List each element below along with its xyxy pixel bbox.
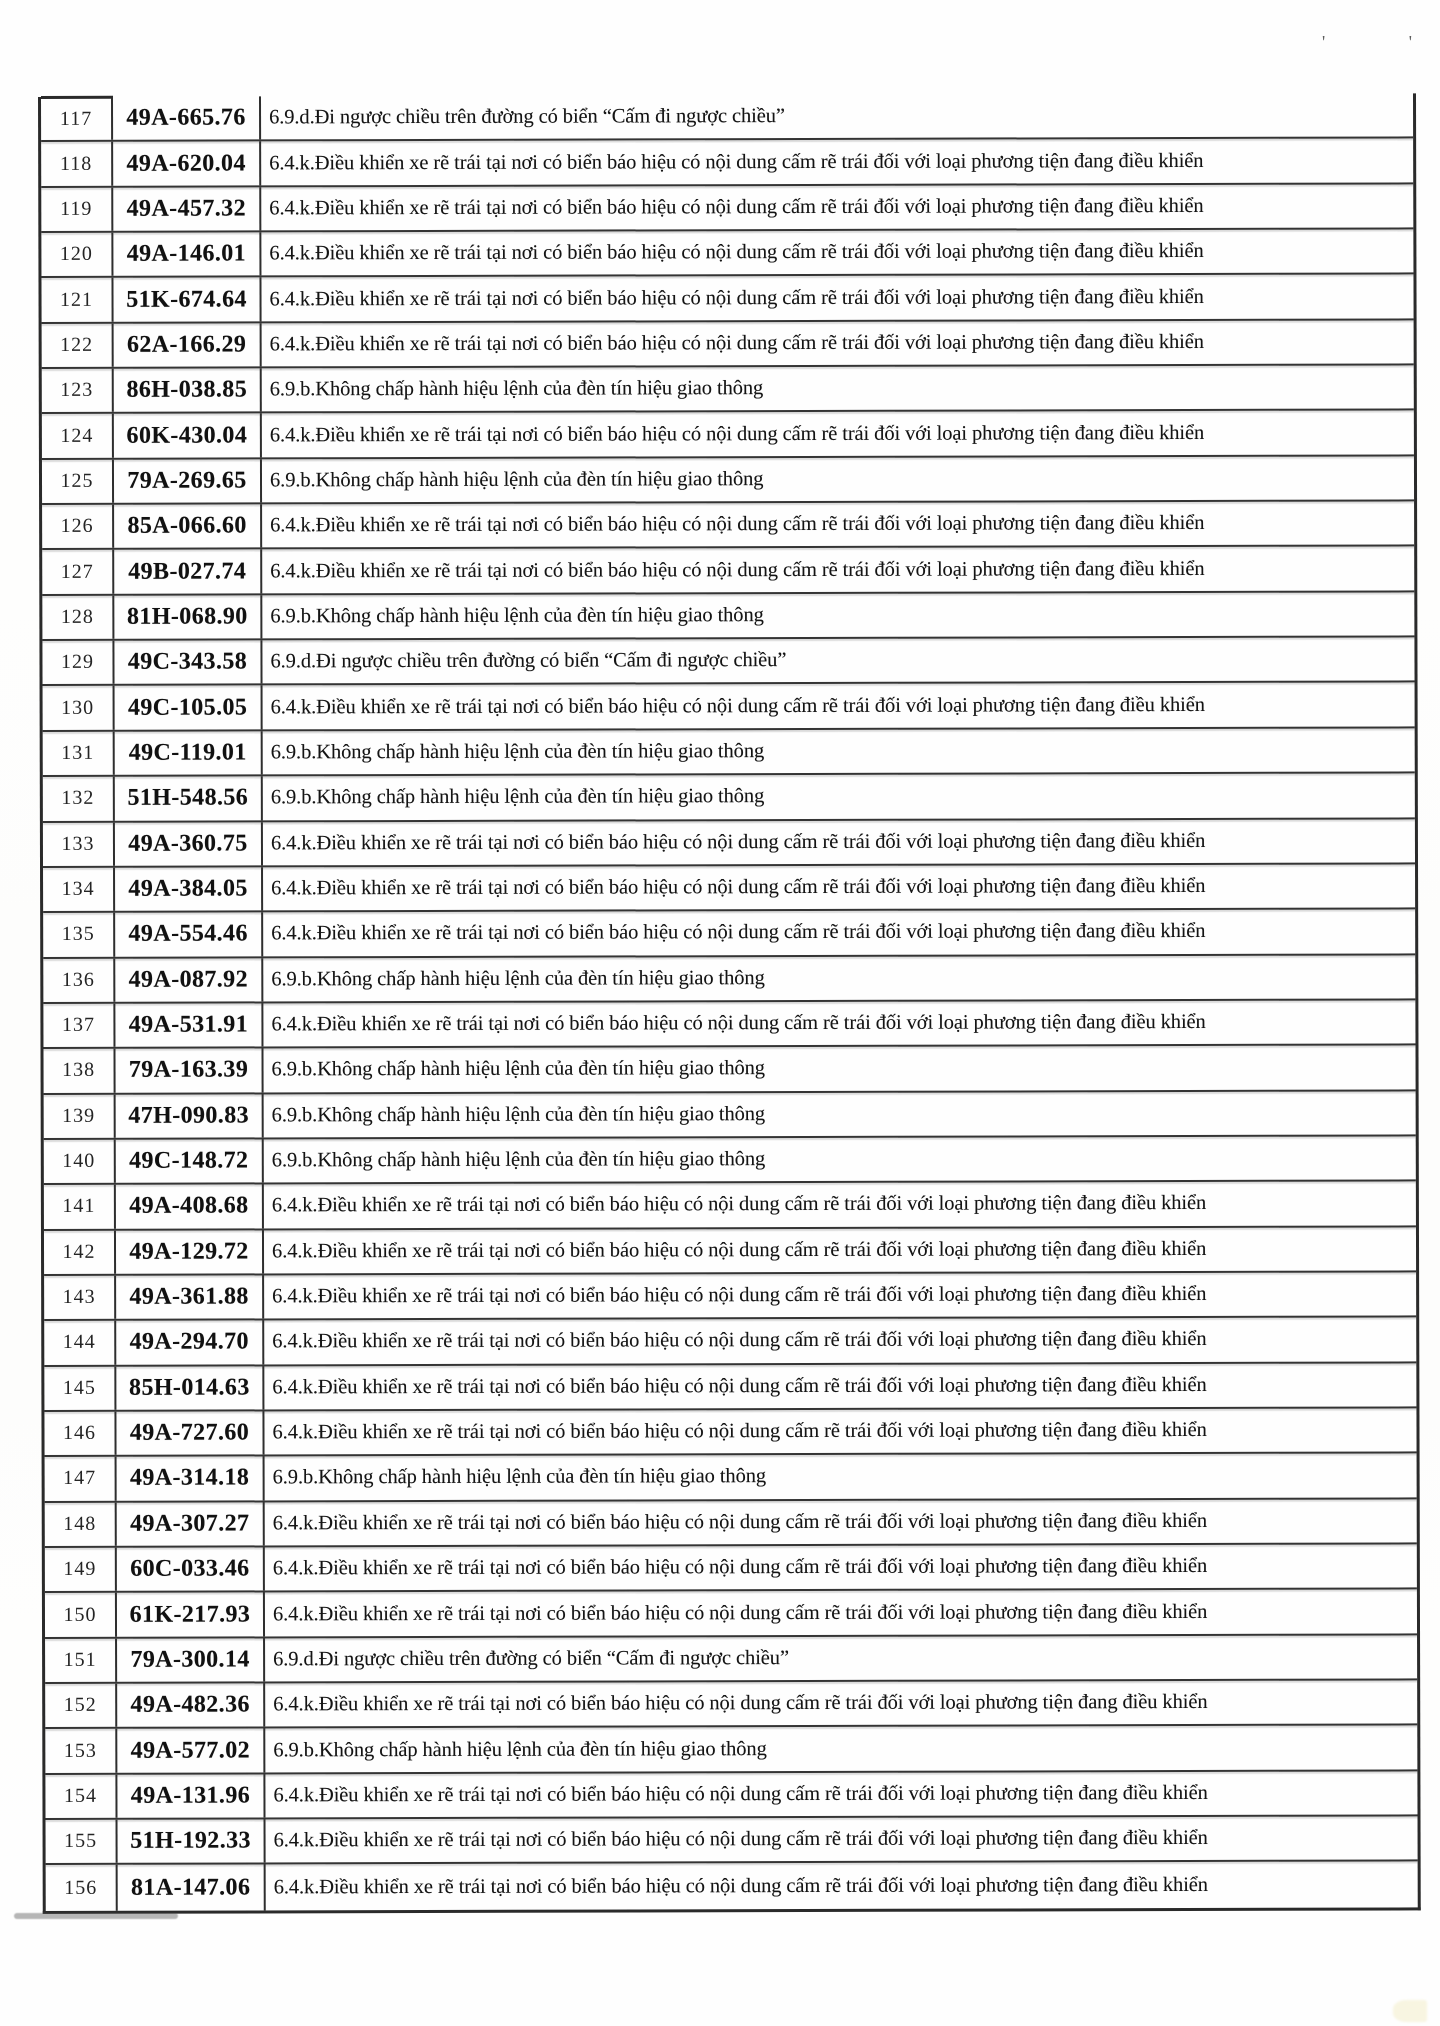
row-violation-text: 6.9.b.Không chấp hành hiệu lệnh của đèn tín hiệu giao thông <box>273 1737 767 1761</box>
table-row <box>46 1862 1418 1911</box>
table-row <box>45 1726 1417 1775</box>
row-index: 155 <box>46 1820 118 1864</box>
row-plate-number: 49A-314.18 <box>117 1457 265 1501</box>
table-row <box>43 774 1415 823</box>
row-violation-text: 6.4.k.Điều khiển xe rẽ trái tại nơi có biển báo hiệu có nội dung cấm rẽ trái đối với loại phương tiện đang điều khiển <box>270 829 1206 855</box>
row-plate-number: 49A-360.75 <box>115 822 263 866</box>
row-violation-text: 6.4.k.Điều khiển xe rẽ trái tại nơi có biển báo hiệu có nội dung cấm rẽ trái đối với loại phương tiện đang điều khiển <box>269 285 1204 310</box>
row-plate-number: 49A-620.04 <box>113 142 261 186</box>
row-index: 154 <box>45 1775 117 1819</box>
table-row <box>41 139 1413 188</box>
table-row <box>42 456 1414 505</box>
row-violation-text: 6.4.k.Điều khiển xe rẽ trái tại nơi có biển báo hiệu có nội dung cấm rẽ trái đối với loại phương tiện đang điều khiển <box>272 1509 1208 1535</box>
row-plate-number: 49B-027.74 <box>114 550 262 594</box>
row-index: 156 <box>46 1865 118 1911</box>
row-violation-text: 6.4.k.Điều khiển xe rẽ trái tại nơi có biển báo hiệu có nội dung cấm rẽ trái đối với loại phương tiện đang điều khiển <box>272 1328 1207 1353</box>
row-violation-text: 6.4.k.Điều khiển xe rẽ trái tại nơi có biển báo hiệu có nội dung cấm rẽ trái đối với loại phương tiện đang điều khiển <box>269 149 1204 174</box>
row-plate-number: 49A-131.96 <box>117 1774 265 1818</box>
table-row <box>45 1771 1417 1820</box>
table-row <box>45 1635 1417 1684</box>
row-violation-text: 6.9.b.Không chấp hành hiệu lệnh của đèn tín hiệu giao thông <box>270 740 765 764</box>
row-index: 148 <box>45 1502 117 1546</box>
row-violation-text: 6.4.k.Điều khiển xe rẽ trái tại nơi có biển báo hiệu có nội dung cấm rẽ trái đối với loại phương tiện đang điều khiển <box>272 1373 1207 1399</box>
row-violation-text: 6.4.k.Điều khiển xe rẽ trái tại nơi có biển báo hiệu có nội dung cấm rẽ trái đối với loại phương tiện đang điều khiển <box>270 512 1205 537</box>
table-row <box>45 1590 1417 1639</box>
table-row <box>41 93 1413 142</box>
row-violation-text: 6.4.k.Điều khiển xe rẽ trái tại nơi có biển báo hiệu có nội dung cấm rẽ trái đối với loại phương tiện đang điều khiển <box>273 1691 1208 1716</box>
row-violation-text: 6.4.k.Điều khiển xe rẽ trái tại nơi có biển báo hiệu có nội dung cấm rẽ trái đối với loại phương tiện đang điều khiển <box>271 920 1206 945</box>
row-plate-number: 51H-192.33 <box>118 1819 266 1863</box>
row-plate-number: 81A-147.06 <box>118 1865 266 1911</box>
row-violation-text: 6.4.k.Điều khiển xe rẽ trái tại nơi có biển báo hiệu có nội dung cấm rẽ trái đối với loại phương tiện đang điều khiển <box>271 874 1206 900</box>
table-row <box>43 910 1415 959</box>
row-plate-number: 49A-307.27 <box>117 1502 265 1546</box>
row-plate-number: 49C-148.72 <box>116 1139 264 1183</box>
table-row <box>44 1408 1416 1457</box>
row-plate-number: 51K-674.64 <box>113 278 261 322</box>
scan-artifact-corner-stain <box>1393 2000 1427 2022</box>
row-plate-number: 49A-457.32 <box>113 187 261 231</box>
row-index: 121 <box>41 278 113 322</box>
table-row <box>43 1046 1415 1095</box>
row-index: 153 <box>45 1729 117 1773</box>
row-violation-text: 6.4.k.Điều khiển xe rẽ trái tại nơi có biển báo hiệu có nội dung cấm rẽ trái đối với loại phương tiện đang điều khiển <box>271 1237 1207 1263</box>
table-row <box>46 1816 1418 1865</box>
row-index: 123 <box>42 369 114 413</box>
row-index: 125 <box>42 460 114 504</box>
row-index: 146 <box>44 1412 116 1456</box>
table-row <box>42 411 1414 460</box>
row-plate-number: 79A-269.65 <box>114 459 262 503</box>
scan-mark-left: ' <box>1322 32 1326 52</box>
row-plate-number: 49A-531.91 <box>115 1003 263 1047</box>
row-violation-text: 6.9.b.Không chấp hành hiệu lệnh của đèn tín hiệu giao thông <box>272 1465 767 1489</box>
row-violation-text: 6.9.d.Đi ngược chiều trên đường có biển “Cấm đi ngược chiều” <box>273 1646 789 1671</box>
row-plate-number: 49A-408.68 <box>116 1185 264 1229</box>
row-violation-text: 6.4.k.Điều khiển xe rẽ trái tại nơi có biển báo hiệu có nội dung cấm rẽ trái đối với loại phương tiện đang điều khiển <box>269 240 1204 265</box>
row-violation-text: 6.9.d.Đi ngược chiều trên đường có biển “Cấm đi ngược chiều” <box>269 105 785 129</box>
row-index: 132 <box>43 777 115 821</box>
row-plate-number: 49A-146.01 <box>113 232 261 276</box>
row-plate-number: 86H-038.85 <box>114 368 262 412</box>
table-row <box>42 592 1414 641</box>
row-index: 150 <box>45 1593 117 1637</box>
row-violation-text: 6.9.b.Không chấp hành hiệu lệnh của đèn tín hiệu giao thông <box>269 377 764 401</box>
row-index: 151 <box>45 1638 117 1682</box>
row-index: 136 <box>43 958 115 1002</box>
scan-mark-right: ' <box>1408 32 1412 52</box>
row-plate-number: 85H-014.63 <box>116 1366 264 1410</box>
row-plate-number: 79A-300.14 <box>117 1638 265 1682</box>
row-plate-number: 49A-554.46 <box>115 913 263 957</box>
row-violation-text: 6.9.b.Không chấp hành hiệu lệnh của đèn tín hiệu giao thông <box>269 468 764 492</box>
row-plate-number: 49C-119.01 <box>115 731 263 775</box>
table-row <box>42 365 1414 414</box>
table-row <box>44 1363 1416 1412</box>
row-index: 137 <box>43 1004 115 1048</box>
row-index: 131 <box>43 732 115 776</box>
row-violation-text: 6.4.k.Điều khiển xe rẽ trái tại nơi có biển báo hiệu có nội dung cấm rẽ trái đối với loại phương tiện đang điều khiển <box>271 1010 1206 1036</box>
table-row <box>42 501 1414 550</box>
table-row <box>42 638 1414 687</box>
table-row <box>45 1454 1417 1503</box>
row-violation-text: 6.4.k.Điều khiển xe rẽ trái tại nơi có biển báo hiệu có nội dung cấm rẽ trái đối với loại phương tiện đang điều khiển <box>271 1192 1207 1217</box>
row-index: 134 <box>43 868 115 912</box>
row-violation-text: 6.4.k.Điều khiển xe rẽ trái tại nơi có biển báo hiệu có nội dung cấm rẽ trái đối với loại phương tiện đang điều khiển <box>272 1600 1208 1625</box>
row-index: 124 <box>42 414 114 458</box>
row-violation-text: 6.9.b.Không chấp hành hiệu lệnh của đèn tín hiệu giao thông <box>271 1148 766 1172</box>
row-index: 149 <box>45 1548 117 1592</box>
row-index: 140 <box>44 1140 116 1184</box>
row-index: 141 <box>44 1185 116 1229</box>
row-violation-text: 6.9.b.Không chấp hành hiệu lệnh của đèn tín hiệu giao thông <box>271 1057 765 1081</box>
row-plate-number: 79A-163.39 <box>115 1049 263 1093</box>
row-plate-number: 49A-384.05 <box>115 867 263 911</box>
row-plate-number: 49C-343.58 <box>114 641 262 685</box>
row-index: 135 <box>43 913 115 957</box>
scan-artifact-quote-marks <box>1322 32 1412 53</box>
row-violation-text: 6.4.k.Điều khiển xe rẽ trái tại nơi có biển báo hiệu có nội dung cấm rẽ trái đối với loại phương tiện đang điều khiển <box>273 1781 1208 1807</box>
table-row <box>44 1091 1416 1140</box>
table-row <box>44 1227 1416 1276</box>
table-row <box>41 184 1413 233</box>
row-plate-number: 49C-105.05 <box>115 686 263 730</box>
table-row <box>42 320 1414 369</box>
row-plate-number: 49A-727.60 <box>116 1411 264 1455</box>
row-violation-text: 6.9.d.Đi ngược chiều trên đường có biển “Cấm đi ngược chiều” <box>270 649 787 673</box>
table-row <box>43 955 1415 1004</box>
table-row <box>43 1000 1415 1049</box>
row-plate-number: 60K-430.04 <box>114 414 262 458</box>
row-plate-number: 49A-577.02 <box>117 1729 265 1773</box>
row-violation-text: 6.9.b.Không chấp hành hiệu lệnh của đèn tín hiệu giao thông <box>271 966 765 991</box>
table-row <box>43 728 1415 777</box>
row-plate-number: 62A-166.29 <box>114 323 262 367</box>
row-violation-text: 6.4.k.Điều khiển xe rẽ trái tại nơi có biển báo hiệu có nội dung cấm rẽ trái đối với loại phương tiện đang điều khiển <box>272 1555 1208 1580</box>
table-row <box>44 1182 1416 1231</box>
row-violation-text: 6.4.k.Điều khiển xe rẽ trái tại nơi có biển báo hiệu có nội dung cấm rẽ trái đối với loại phương tiện đang điều khiển <box>272 1419 1207 1444</box>
row-plate-number: 61K-217.93 <box>117 1593 265 1637</box>
row-violation-text: 6.9.b.Không chấp hành hiệu lệnh của đèn tín hiệu giao thông <box>270 604 764 628</box>
row-index: 127 <box>42 550 114 594</box>
row-plate-number: 51H-548.56 <box>115 777 263 821</box>
row-index: 142 <box>44 1230 116 1274</box>
row-index: 130 <box>43 686 115 730</box>
row-index: 120 <box>41 233 113 277</box>
row-plate-number: 49A-087.92 <box>115 958 263 1002</box>
table-row <box>41 229 1413 278</box>
table-row <box>44 1272 1416 1321</box>
row-index: 138 <box>43 1049 115 1093</box>
row-violation-text: 6.9.b.Không chấp hành hiệu lệnh của đèn tín hiệu giao thông <box>270 785 765 809</box>
table-row <box>43 819 1415 868</box>
row-index: 133 <box>43 822 115 866</box>
row-index: 129 <box>42 641 114 685</box>
row-plate-number: 49A-294.70 <box>116 1321 264 1365</box>
row-index: 147 <box>45 1457 117 1501</box>
row-index: 145 <box>44 1366 116 1410</box>
table-row <box>41 275 1413 324</box>
table-row <box>44 1136 1416 1185</box>
row-violation-text: 6.4.k.Điều khiển xe rẽ trái tại nơi có biển báo hiệu có nội dung cấm rẽ trái đối với loại phương tiện đang điều khiển <box>270 557 1205 583</box>
row-plate-number: 49A-665.76 <box>113 96 261 140</box>
row-index: 122 <box>42 324 114 368</box>
row-index: 152 <box>45 1684 117 1728</box>
row-plate-number: 81H-068.90 <box>114 595 262 639</box>
table-row <box>45 1680 1417 1729</box>
row-index: 143 <box>44 1276 116 1320</box>
row-violation-text: 6.4.k.Điều khiển xe rẽ trái tại nơi có biển báo hiệu có nội dung cấm rẽ trái đối với loại phương tiện đang điều khiển <box>273 1827 1208 1852</box>
row-index: 144 <box>44 1321 116 1365</box>
row-index: 139 <box>44 1094 116 1138</box>
row-index: 119 <box>41 187 113 231</box>
violations-table <box>38 93 1421 1913</box>
row-violation-text: 6.4.k.Điều khiển xe rẽ trái tại nơi có biển báo hiệu có nội dung cấm rẽ trái đối với loại phương tiện đang điều khiển <box>273 1873 1208 1898</box>
scan-artifact-smudge <box>14 1913 178 1919</box>
row-plate-number: 47H-090.83 <box>116 1094 264 1138</box>
row-plate-number: 49A-482.36 <box>117 1683 265 1727</box>
row-plate-number: 49A-129.72 <box>116 1230 264 1274</box>
table-row <box>42 547 1414 596</box>
row-violation-text: 6.9.b.Không chấp hành hiệu lệnh của đèn tín hiệu giao thông <box>271 1102 766 1127</box>
table-row <box>44 1318 1416 1367</box>
row-violation-text: 6.4.k.Điều khiển xe rẽ trái tại nơi có biển báo hiệu có nội dung cấm rẽ trái đối với loại phương tiện đang điều khiển <box>269 421 1205 446</box>
row-violation-text: 6.4.k.Điều khiển xe rẽ trái tại nơi có biển báo hiệu có nội dung cấm rẽ trái đối với loại phương tiện đang điều khiển <box>269 194 1204 220</box>
table-row <box>43 864 1415 913</box>
row-index: 118 <box>41 142 113 186</box>
row-violation-text: 6.4.k.Điều khiển xe rẽ trái tại nơi có biển báo hiệu có nội dung cấm rẽ trái đối với loại phương tiện đang điều khiển <box>272 1283 1207 1308</box>
row-violation-text: 6.4.k.Điều khiển xe rẽ trái tại nơi có biển báo hiệu có nội dung cấm rẽ trái đối với loại phương tiện đang điều khiển <box>270 693 1205 719</box>
row-plate-number: 60C-033.46 <box>117 1547 265 1591</box>
table-row <box>43 683 1415 732</box>
row-index: 126 <box>42 505 114 549</box>
row-violation-text: 6.4.k.Điều khiển xe rẽ trái tại nơi có biển báo hiệu có nội dung cấm rẽ trái đối với loại phương tiện đang điều khiển <box>269 330 1204 356</box>
row-index: 117 <box>41 96 113 141</box>
row-index: 128 <box>42 596 114 640</box>
table-row <box>45 1544 1417 1593</box>
row-plate-number: 49A-361.88 <box>116 1275 264 1319</box>
row-plate-number: 85A-066.60 <box>114 505 262 549</box>
table-row <box>45 1499 1417 1548</box>
